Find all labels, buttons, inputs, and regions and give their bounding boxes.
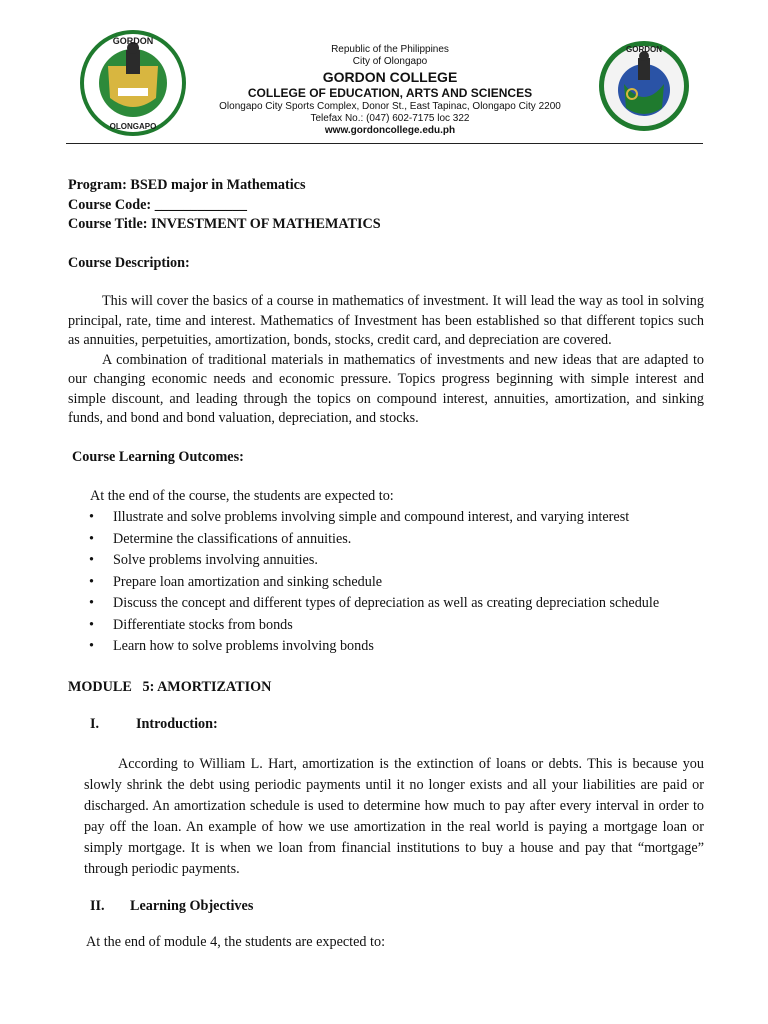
address-line: Olongapo City Sports Complex, Donor St., East Tapinac, Olongapo City 2200 <box>219 101 561 112</box>
list-item: • Learn how to solve problems involving bonds <box>68 636 704 658</box>
list-item: • Solve problems involving annuities. <box>68 550 704 572</box>
gordon-college-seal-right <box>598 40 690 132</box>
letterhead <box>0 0 768 150</box>
section-number: II. <box>90 897 105 914</box>
bullet-icon: • <box>89 616 94 633</box>
section-number: I. <box>90 716 100 732</box>
objectives-intro: At the end of module 4, the students are expected to: <box>86 934 386 950</box>
list-item: • Prepare loan amortization and sinking schedule <box>68 572 704 594</box>
website-link[interactable]: www.gordoncollege.edu.ph <box>324 125 456 136</box>
description-paragraph-2: A combination of traditional materials in mathematics of investments and new ideas that are adapted to our changing economic needs and economic pressure. Topics progress beginning with simple interest and simple discount, and leading through the topics on compound interest, annuities, amortization, and sinking funds, and bond and bond valuation, depreciation, and stocks. <box>68 351 704 426</box>
bullet-icon: • <box>89 509 94 525</box>
list-item: • Illustrate and solve problems involving simple and compound interest, and varying interest <box>68 507 704 529</box>
header-divider <box>66 143 703 144</box>
bullet-icon: • <box>89 552 94 568</box>
svg-text:GORDON: GORDON <box>626 45 662 54</box>
svg-text:GORDON: GORDON <box>112 36 154 46</box>
college-name: COLLEGE OF EDUCATION, ARTS AND SCIENCES <box>247 86 533 100</box>
list-item: • Discuss the concept and different types of depreciation as well as creating depreciation schedule <box>68 593 704 615</box>
introduction-paragraph: According to William L. Hart, amortization is the extinction of loans or debts. This is because you slowly shrink the debt using periodic payments until it no longer exists and all your liabilities are paid or discharged. An amortization schedule is used to determine how much to pay after every interval in order to pay off the loan. An example of how we use amortization in the real world is paying a mortgage loan or simply mortgage. It is when we loan from financial institutions to buy a house and pay that “mortgage” through periodic payments. <box>84 755 704 877</box>
course-code-line: Course Code: _____________ <box>68 196 247 213</box>
section-title: Learning Objectives <box>130 897 254 914</box>
svg-text:OLONGAPO: OLONGAPO <box>109 122 157 131</box>
bullet-icon: • <box>89 638 94 654</box>
module-title: MODULE 5: AMORTIZATION <box>68 678 272 695</box>
letterhead-text <box>190 44 590 137</box>
school-name: GORDON COLLEGE <box>322 69 458 85</box>
description-paragraph-1: This will cover the basics of a course in mathematics of investment. It will lead the way as tool in solving principal, rate, time and interest. Mathematics of Investment has been established so that different topics such as annuities, perpetuities, amortization, bonds, stocks, credit card, and depreciation are covered. <box>68 293 704 348</box>
section-title: Introduction: <box>136 716 218 732</box>
outcomes-heading: Course Learning Outcomes: <box>72 448 244 465</box>
section-introduction-heading <box>68 715 704 735</box>
city-line: City of Olongapo <box>352 56 428 67</box>
outcomes-list <box>68 507 704 658</box>
telefax-line: Telefax No.: (047) 602-7175 loc 322 <box>310 113 470 124</box>
republic-line: Republic of the Philippines <box>331 44 449 55</box>
list-item: • Determine the classifications of annuities. <box>68 529 704 551</box>
document-body <box>68 176 704 953</box>
list-item: • Differentiate stocks from bonds <box>68 615 704 637</box>
section-objectives-heading <box>68 897 704 917</box>
course-title-line: Course Title: INVESTMENT OF MATHEMATICS <box>68 216 381 232</box>
outcomes-intro: At the end of the course, the students are expected to: <box>90 488 394 504</box>
bullet-icon: • <box>89 595 94 611</box>
program-line: Program: BSED major in Mathematics <box>68 177 306 193</box>
gordon-college-seal-left <box>78 28 188 138</box>
bullet-icon: • <box>89 573 94 590</box>
bullet-icon: • <box>89 530 94 547</box>
description-heading: Course Description: <box>68 254 190 271</box>
